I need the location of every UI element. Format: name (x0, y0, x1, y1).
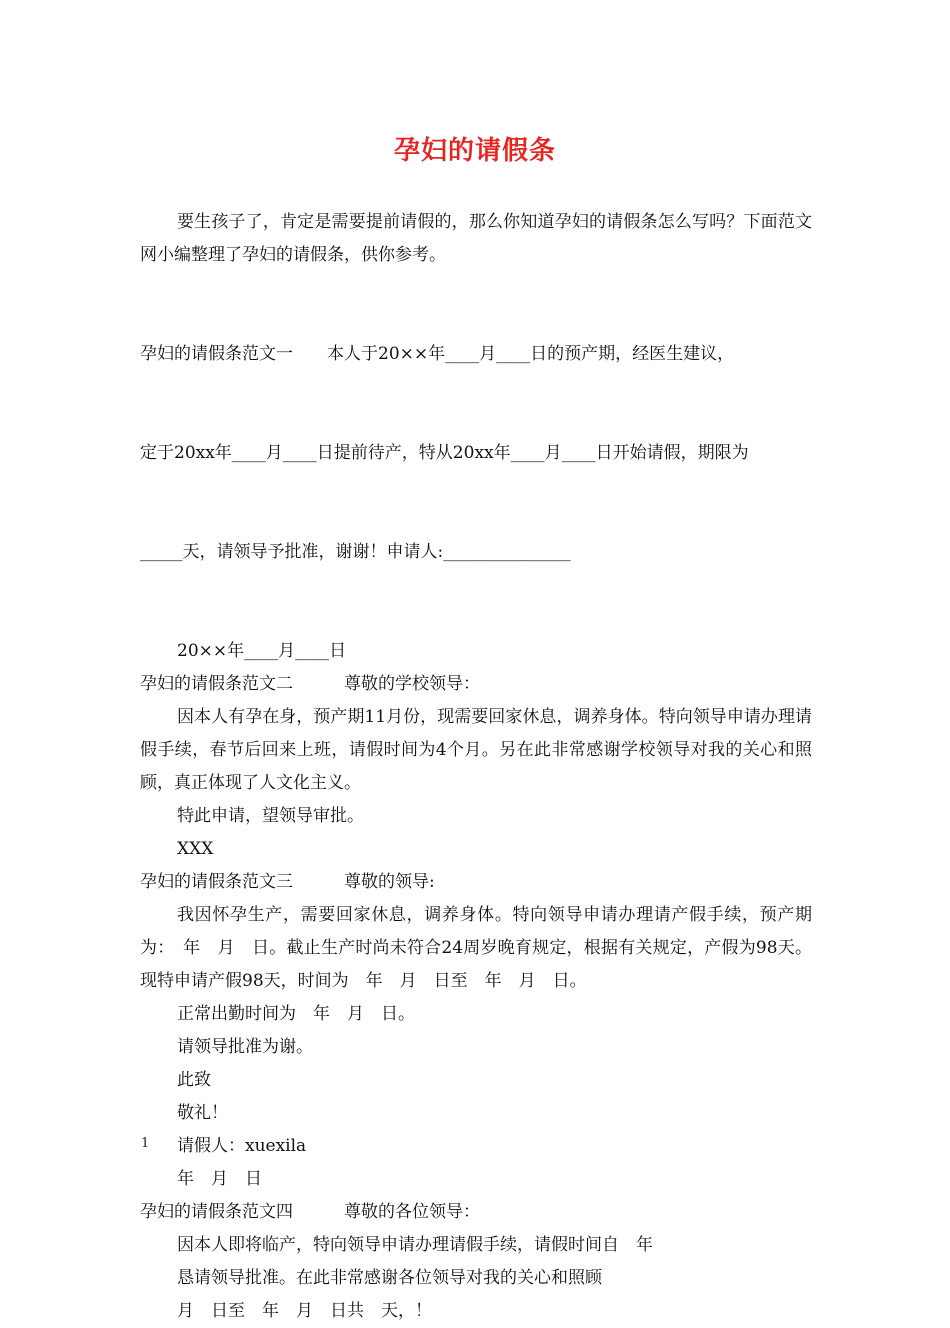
sample1-line-2: 定于20xx年____月____日提前待产，特从20xx年____月____日开始请假，期限为 (140, 443, 749, 463)
intro-paragraph: 要生孩子了，肯定是需要提前请假的，那么你知道孕妇的请假条怎么写吗？下面范文网小编整理了孕妇的请假条，供你参考。 (140, 212, 812, 265)
sample1-date-line: 20××年____月____日 (177, 641, 347, 661)
sample3-date: 年 月 日 (177, 1169, 262, 1189)
sample3-heading: 孕妇的请假条范文三 尊敬的领导: (140, 872, 435, 892)
document-body (140, 206, 812, 1328)
sample2-signature: XXX (177, 839, 214, 859)
sample3-body: 我因怀孕生产，需要回家休息，调养身体。特向领导申请办理请产假手续，预产期为： 年 月 日。截止生产时尚未符合24周岁晚育规定，根据有关规定，产假为98天。现特申请产假98天，时间为 年 月 日至 年 月 日。 (140, 905, 812, 991)
sample3-ci-zhi: 此致 (177, 1070, 211, 1090)
sample2-heading: 孕妇的请假条范文二 尊敬的学校领导： (140, 674, 480, 694)
sample2-closing: 特此申请，望领导审批。 (177, 806, 364, 826)
sample4-line-3: 月 日至 年 月 日共 天，！ (177, 1301, 432, 1321)
document-title: 孕妇的请假条 (393, 136, 556, 166)
sample3-request: 请领导批准为谢。 (177, 1037, 313, 1057)
sample1-line-1: 孕妇的请假条范文一 本人于20××年____月____日的预产期，经医生建议， (140, 344, 735, 364)
sample4-line-2: 恳请领导批准。在此非常感谢各位领导对我的关心和照顾 (177, 1268, 602, 1288)
sample1-block (140, 272, 812, 635)
sample3-jing-li: 敬礼！ (177, 1103, 228, 1123)
sample2-body: 因本人有孕在身，预产期11月份，现需要回家休息，调养身体。特向领导申请办理请假手续，春节后回来上班，请假时间为4个月。另在此非常感谢学校领导对我的关心和照顾，真正体现了人文化主义。 (140, 707, 812, 793)
sample4-heading: 孕妇的请假条范文四 尊敬的各位领导： (140, 1202, 480, 1222)
page-number: 1 (141, 1136, 150, 1151)
sample1-line-3: _____天，请领导予批准，谢谢！申请人:_______________ (140, 542, 571, 562)
sample3-applicant: 请假人：xuexila (177, 1136, 307, 1156)
sample3-work-time: 正常出勤时间为 年 月 日。 (177, 1004, 415, 1024)
sample4-line-1: 因本人即将临产，特向领导申请办理请假手续，请假时间自 年 (177, 1235, 653, 1255)
